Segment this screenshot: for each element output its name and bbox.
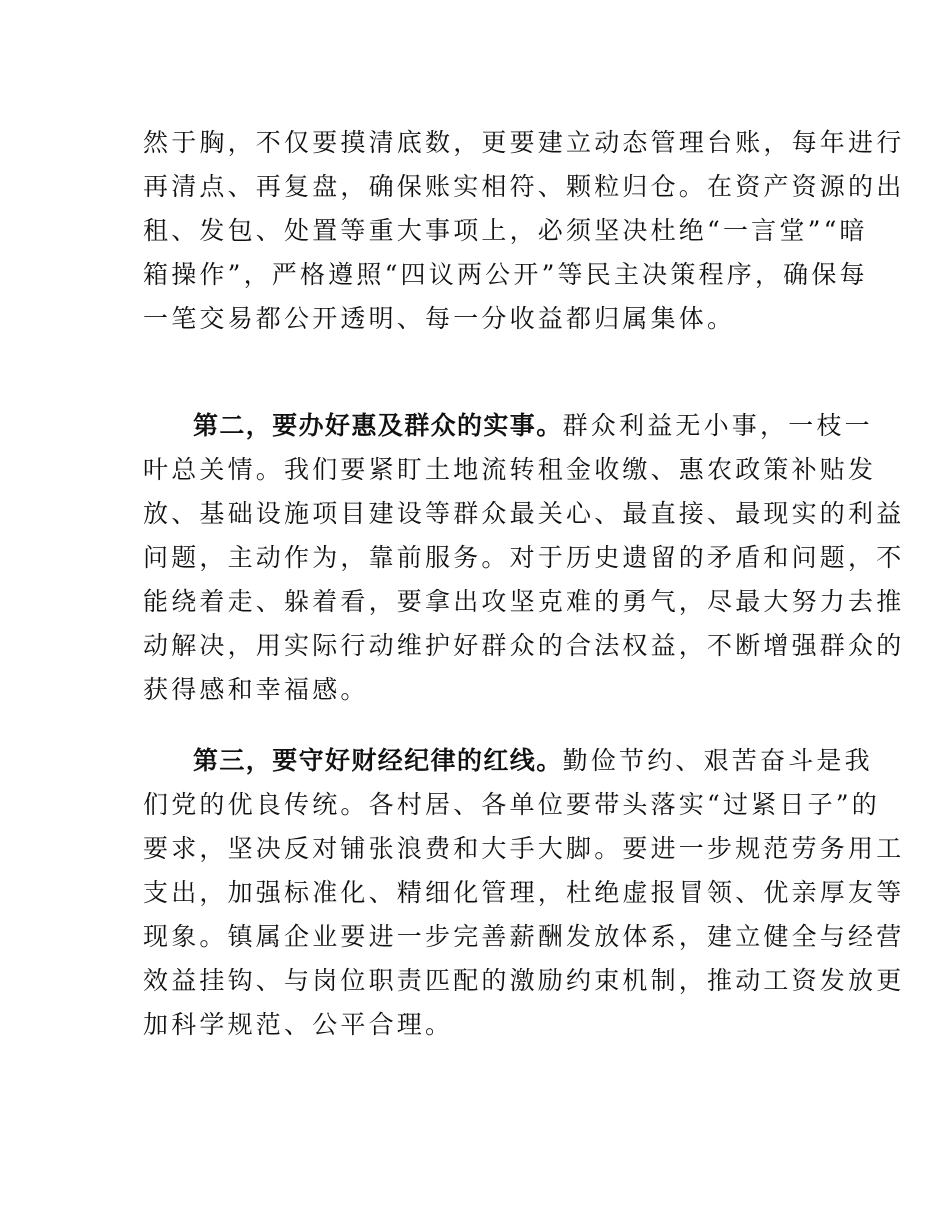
text-line: 叶总关情。我们要紧盯土地流转租金收缴、惠农政策补贴发 xyxy=(143,455,877,484)
text-line: 租、发包、处置等重大事项上，必须坚决杜绝“一言堂”“暗 xyxy=(143,216,868,245)
text-line: 动解决，用实际行动维护好群众的合法权益，不断增强群众的 xyxy=(143,631,905,660)
paragraph-heading: 第三，要守好财经纪律的红线。 xyxy=(193,746,563,775)
text-fragment: 勤俭节约、艰苦奋斗是我 xyxy=(562,746,873,775)
paragraph-second-point xyxy=(143,408,905,708)
text-line: 加科学规范、公平合理。 xyxy=(143,1010,454,1039)
text-line: 支出，加强标准化、精细化管理，杜绝虚报冒领、优亲厚友等 xyxy=(143,878,905,907)
paragraph-continuation xyxy=(143,125,905,337)
text-line: 然于胸，不仅要摸清底数，更要建立动态管理台账，每年进行 xyxy=(143,128,905,157)
text-line: 放、基础设施项目建设等群众最关心、最直接、最现实的利益 xyxy=(143,499,905,528)
text-line: 获得感和幸福感。 xyxy=(143,675,369,704)
text-fragment: 群众利益无小事，一枝一 xyxy=(562,411,873,440)
text-line xyxy=(143,408,873,444)
text-line: 箱操作”，严格遵照“四议两公开”等民主决策程序，确保每 xyxy=(143,260,868,289)
text-line: 问题，主动作为，靠前服务。对于历史遗留的矛盾和问题，不 xyxy=(143,543,905,572)
text-line: 再清点、再复盘，确保账实相符、颗粒归仓。在资产资源的出 xyxy=(143,172,905,201)
text-line: 能绕着走、躲着看，要拿出攻坚克难的勇气，尽最大努力去推 xyxy=(143,587,905,616)
text-line: 要求，坚决反对铺张浪费和大手大脚。要进一步规范劳务用工 xyxy=(143,834,905,863)
paragraph-third-point xyxy=(143,743,905,1043)
text-line: 一笔交易都公开透明、每一分收益都归属集体。 xyxy=(143,304,736,333)
text-line: 效益挂钩、与岗位职责匹配的激励约束机制，推动工资发放更 xyxy=(143,966,905,995)
text-line xyxy=(143,743,873,779)
paragraph-heading: 第二，要办好惠及群众的实事。 xyxy=(193,411,563,440)
text-line: 现象。镇属企业要进一步完善薪酬发放体系，建立健全与经营 xyxy=(143,922,905,951)
text-line: 们党的优良传统。各村居、各单位要带头落实“过紧日子”的 xyxy=(143,790,880,819)
